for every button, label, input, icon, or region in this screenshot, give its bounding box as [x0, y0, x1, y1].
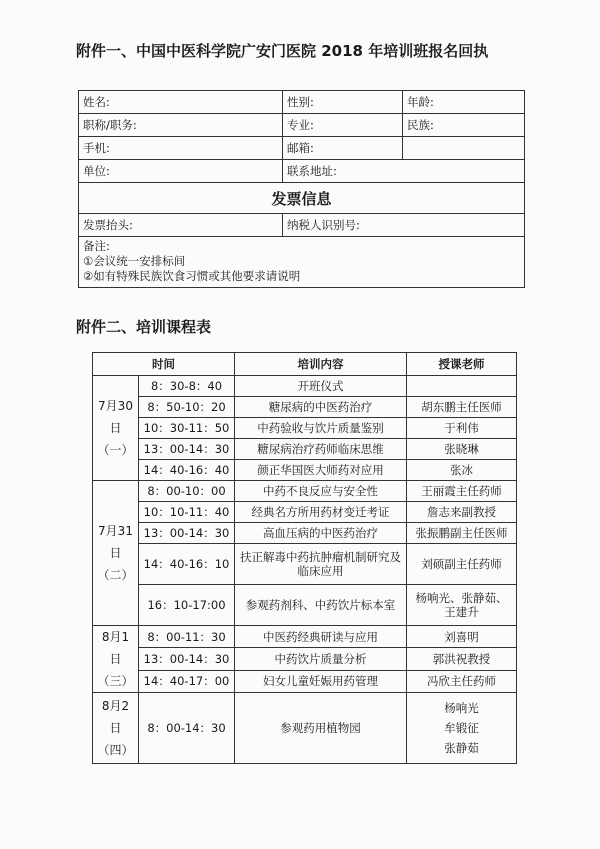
session-teacher: 于利伟 — [407, 418, 517, 439]
session-content: 扶正解毒中药抗肿瘤机制研究及临床应用 — [235, 544, 407, 585]
session-content: 参观药剂科、中药饮片标本室 — [235, 585, 407, 626]
table-row — [93, 418, 517, 439]
name-field[interactable]: 姓名: — [79, 91, 283, 114]
session-content: 中医药经典研读与应用 — [235, 626, 407, 648]
session-content: 中药验收与饮片质量鉴别 — [235, 418, 407, 439]
table-row — [93, 397, 517, 418]
session-time: 14：40-16：10 — [139, 544, 235, 585]
notes-item-1: ①会议统一安排标间 — [83, 254, 186, 268]
ethnicity-field[interactable]: 民族: — [403, 114, 525, 137]
table-row — [93, 376, 517, 397]
age-field[interactable]: 年龄: — [403, 91, 525, 114]
session-teacher: 王丽霞主任药师 — [407, 481, 517, 502]
header-time: 时间 — [93, 353, 235, 376]
table-row — [93, 502, 517, 523]
table-row — [93, 648, 517, 670]
session-time: 13：00-14：30 — [139, 523, 235, 544]
title-position-field[interactable]: 职称/职务: — [79, 114, 283, 137]
notes-item-2: ②如有特殊民族饮食习惯或其他要求请说明 — [83, 269, 301, 283]
invoice-heading: 发票信息 — [79, 183, 525, 214]
date-cell: 7月31日（二） — [93, 481, 139, 626]
date-cell: 8月2日（四） — [93, 693, 139, 764]
session-teacher: 张振鹏副主任医师 — [407, 523, 517, 544]
session-content: 妇女儿童妊娠用药管理 — [235, 670, 407, 692]
session-time: 14：40-17：00 — [139, 670, 235, 692]
session-time: 8：00-14：30 — [139, 693, 235, 764]
header-content: 培训内容 — [235, 353, 407, 376]
session-teacher: 胡东鹏主任医师 — [407, 397, 517, 418]
session-time: 8：00-11：30 — [139, 626, 235, 648]
session-teacher: 张冰 — [407, 460, 517, 481]
gender-field[interactable]: 性别: — [283, 91, 403, 114]
table-row — [93, 523, 517, 544]
phone-field[interactable]: 手机: — [79, 137, 283, 160]
course-schedule-table — [92, 352, 517, 764]
session-time: 10：10-11：40 — [139, 502, 235, 523]
major-field[interactable]: 专业: — [283, 114, 403, 137]
table-row — [93, 460, 517, 481]
session-content: 高血压病的中医药治疗 — [235, 523, 407, 544]
table-row — [93, 670, 517, 692]
session-content: 经典名方所用药材变迁考证 — [235, 502, 407, 523]
session-time: 8：30-8：40 — [139, 376, 235, 397]
session-teacher: 詹志来副教授 — [407, 502, 517, 523]
session-teacher: 刘喜明 — [407, 626, 517, 648]
notes-label: 备注: — [83, 239, 110, 253]
attachment2-title: 附件二、培训课程表 — [76, 318, 212, 336]
session-time: 14：40-16：40 — [139, 460, 235, 481]
table-row — [93, 585, 517, 626]
table-row — [93, 626, 517, 648]
table-row — [93, 481, 517, 502]
session-content: 中药不良反应与安全性 — [235, 481, 407, 502]
tax-id-field[interactable]: 纳税人识别号: — [283, 214, 525, 237]
session-time: 16：10-17:00 — [139, 585, 235, 626]
email-field[interactable]: 邮箱: — [283, 137, 403, 160]
session-content: 开班仪式 — [235, 376, 407, 397]
teacher-name: 张静茹 — [444, 741, 479, 755]
teacher-name: 杨响光 — [444, 701, 479, 715]
session-content: 糖尿病治疗药师临床思维 — [235, 439, 407, 460]
address-field[interactable]: 联系地址: — [283, 160, 525, 183]
attachment1-title: 附件一、中国中医科学院广安门医院 2018 年培训班报名回执 — [76, 42, 489, 60]
date-cell: 7月30日（一） — [93, 376, 139, 481]
session-content: 颜正华国医大师药对应用 — [235, 460, 407, 481]
session-teacher: 刘硕副主任药师 — [407, 544, 517, 585]
date-cell: 8月1日（三） — [93, 626, 139, 693]
table-row — [93, 693, 517, 764]
header-teacher: 授课老师 — [407, 353, 517, 376]
session-teacher — [407, 376, 517, 397]
teacher-name: 牟锻征 — [444, 721, 479, 735]
session-teacher-list — [407, 693, 517, 764]
session-teacher: 郭洪祝教授 — [407, 648, 517, 670]
session-teacher: 张晓琳 — [407, 439, 517, 460]
session-content: 中药饮片质量分析 — [235, 648, 407, 670]
session-content: 参观药用植物园 — [235, 693, 407, 764]
registration-form — [78, 90, 525, 288]
session-content: 糖尿病的中医药治疗 — [235, 397, 407, 418]
session-time: 13：00-14：30 — [139, 439, 235, 460]
invoice-header-field[interactable]: 发票抬头: — [79, 214, 283, 237]
session-teacher: 杨响光、张静茹、王建升 — [407, 585, 517, 626]
table-row — [93, 439, 517, 460]
session-time: 10：30-11：50 — [139, 418, 235, 439]
unit-field[interactable]: 单位: — [79, 160, 283, 183]
notes-cell — [79, 237, 525, 288]
session-time: 8：00-10：00 — [139, 481, 235, 502]
session-teacher: 冯欣主任药师 — [407, 670, 517, 692]
empty-cell — [403, 137, 525, 160]
session-time: 8：50-10：20 — [139, 397, 235, 418]
session-time: 13：00-14：30 — [139, 648, 235, 670]
table-row — [93, 544, 517, 585]
